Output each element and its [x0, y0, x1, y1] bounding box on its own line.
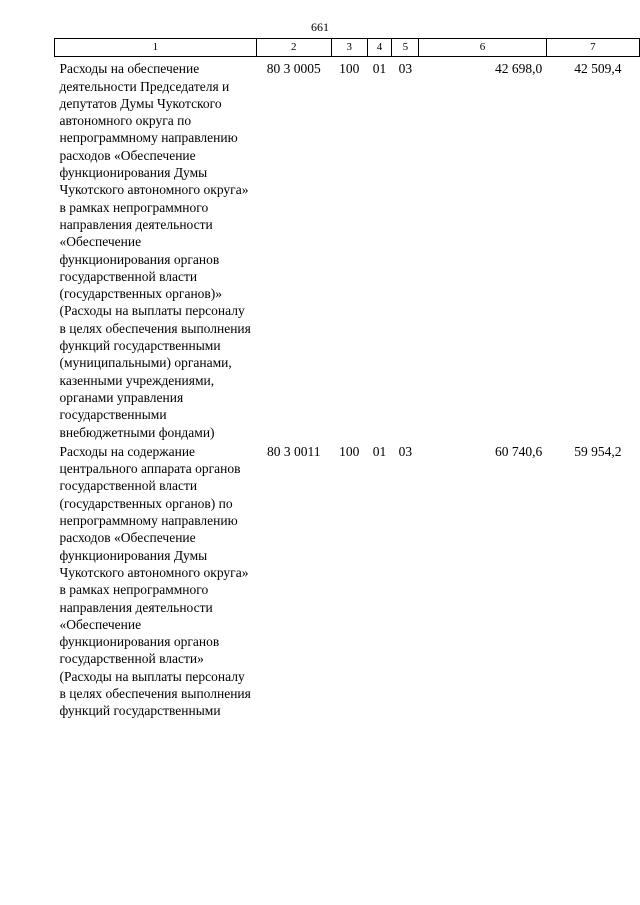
column-header-4: 4 — [367, 39, 392, 57]
expense-name: Расходы на обеспечение деятельности Председателя и депутатов Думы Чукотского автономного округа по непрограммному направлению расходов «Обеспечение функционирования Думы Чукотского автономного округа» в рамках непрограммного направления деятельности «Обеспечение функционирования органов государственной власти (государственных органов)» (Расходы на выплаты персоналу в целях обеспечения выполнения функций государственными (муниципальными) органами, казенными учреждениями, органами управления государственными внебюджетными фондами) — [59, 61, 251, 440]
column-header-5: 5 — [392, 39, 419, 57]
amount-column-6: 42 698,0 — [494, 61, 543, 77]
expense-name: Расходы на содержание центрального аппарата органов государственной власти (государственных органов) по непрограммному направлению расходов «Обеспечение функционирования Думы Чукотского автономного округа» в рамках непрограммного направления деятельности «Обеспечение функционирования органов государственной власти» (Расходы на выплаты персоналу в целях обеспечения выполнения функций государственными — [59, 443, 251, 719]
subsection-code: 03 — [398, 443, 413, 459]
amount-column-7: 59 954,2 — [574, 443, 622, 459]
amount-column-6: 60 740,6 — [494, 443, 543, 459]
section-code: 01 — [372, 61, 387, 77]
column-header-2: 2 — [256, 39, 331, 57]
column-header-6: 6 — [419, 39, 546, 57]
column-header-7: 7 — [546, 39, 639, 57]
expense-type-code: 100 — [339, 443, 360, 459]
target-article-code: 80 3 0011 — [267, 443, 321, 459]
column-number-header-row — [55, 39, 640, 57]
section-code: 01 — [372, 443, 387, 459]
column-header-1: 1 — [55, 39, 257, 57]
table-row — [55, 441, 640, 720]
budget-table — [54, 38, 640, 720]
subsection-code: 03 — [398, 61, 413, 77]
table-row — [55, 57, 640, 441]
page-number: 661 — [311, 20, 329, 34]
column-header-3: 3 — [331, 39, 367, 57]
target-article-code: 80 3 0005 — [266, 61, 321, 77]
amount-column-7: 42 509,4 — [574, 61, 622, 77]
expense-type-code: 100 — [339, 61, 360, 77]
